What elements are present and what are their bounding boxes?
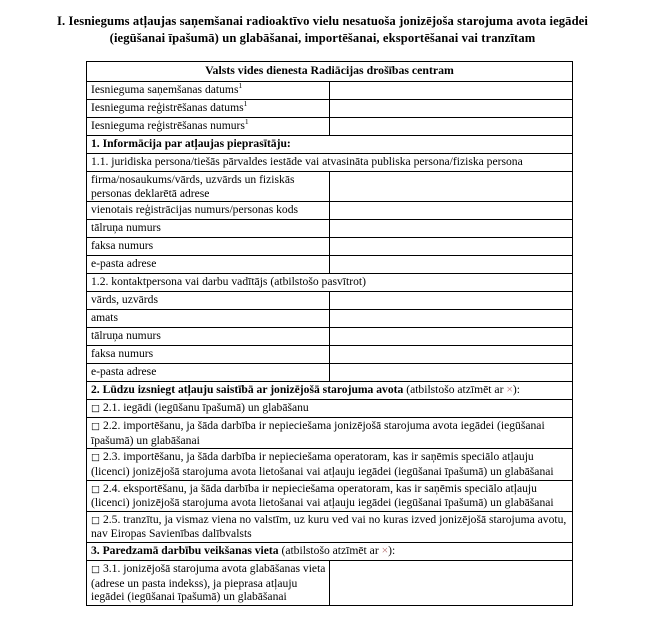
checkbox-option-2-1[interactable]: □ 2.1. iegādi (iegūšanu īpašumā) un glabāšanu [87,400,573,418]
subsection-1-2: 1.2. kontaktpersona vai darbu vadītājs (atbilstošo pasvītrot) [87,274,573,292]
table-row [87,202,573,220]
row-input-cell[interactable] [330,238,573,256]
row-label: vārds, uzvārds [87,292,330,310]
row-input-cell[interactable] [330,560,573,605]
table-row [87,400,573,418]
table-row [87,256,573,274]
table-row [87,418,573,449]
checkbox-icon[interactable]: □ [91,563,100,575]
row-input-cell[interactable] [330,220,573,238]
section-heading-1: 1. Informācija par atļaujas pieprasītāju: [87,136,573,154]
table-row [87,382,573,400]
table-row [87,220,573,238]
footnote-marker: 1 [244,117,249,127]
checkbox-option-2-3[interactable]: □ 2.3. importēšanu, ja šāda darbība ir nepieciešama operatoram, kas ir saņēmis speciālo atļauju (licenci) jonizējošā starojuma avota lietošanai vai atļauju iegādei (iegūšanai īpašumā) un glabāšanai [87,449,573,480]
row-label: Iesnieguma reģistrēšanas datums$^1$ [87,100,330,118]
table-row [87,172,573,202]
checkbox-option-3-1[interactable]: □ 3.1. jonizējošā starojuma avota glabāšanas vieta (adrese un pasta indekss), ja pieprasa atļauju iegādei (iegūšanai īpašumā) un glabāšanai [87,560,330,605]
table-row [87,292,573,310]
row-input-cell[interactable] [330,292,573,310]
checkbox-icon[interactable]: □ [91,483,100,495]
checkbox-icon[interactable]: □ [91,514,100,526]
table-row [87,118,573,136]
table-row [87,449,573,480]
row-label: tālruņa numurs [87,328,330,346]
form-table-body [87,62,573,606]
table-row [87,511,573,542]
checkbox-icon[interactable]: □ [91,421,100,433]
row-label: firma/nosaukums/vārds, uzvārds un fiziskās personas deklarētā adrese [87,172,330,202]
table-row [87,560,573,605]
section-heading-2: 2. Lūdzu izsniegt atļauju saistībā ar jonizējošā starojuma avota (atbilstošo atzīmēt ar ×): [87,382,573,400]
row-input-cell[interactable] [330,82,573,100]
table-row [87,364,573,382]
row-label: e-pasta adrese [87,256,330,274]
row-input-cell[interactable] [330,346,573,364]
row-input-cell[interactable] [330,202,573,220]
x-mark-icon: × [506,383,513,397]
form-header-cell: Valsts vides dienesta Radiācijas drošības centram [87,62,573,82]
table-row [87,100,573,118]
document-page [0,13,645,640]
row-label: e-pasta adrese [87,364,330,382]
table-row [87,542,573,560]
checkbox-icon[interactable]: □ [91,403,100,415]
row-input-cell[interactable] [330,100,573,118]
x-mark-icon: × [381,543,389,557]
table-row [87,136,573,154]
checkbox-icon[interactable]: □ [91,452,100,464]
checkbox-option-2-4[interactable]: □ 2.4. eksportēšanu, ja šāda darbība ir nepieciešama operatoram, kas ir saņēmis speciālo atļauju (licenci) jonizējošā starojuma avota lietošanai vai atļauju iegādei (iegūšanai īpašumā) un glabāšanai [87,480,573,511]
checkbox-option-2-5[interactable]: □ 2.5. tranzītu, ja vismaz viena no valstīm, uz kuru ved vai no kuras izved jonizējošā starojuma avotu, nav Eiropas Savienības dalībvalsts [87,511,573,542]
row-input-cell[interactable] [330,118,573,136]
table-row [87,328,573,346]
page-title: I. Iesniegums atļaujas saņemšanai radioaktīvo vielu nesatuoša jonizējoša starojuma avota iegādei (iegūšanai īpašumā) un glabāšanai, importēšanai, eksportēšanai vai tranzītam [57,14,588,45]
table-row [87,238,573,256]
table-row [87,274,573,292]
checkbox-option-2-2[interactable]: □ 2.2. importēšanu, ja šāda darbība ir nepieciešama jonizējošā starojuma avota iegādei (iegūšanai īpašumā) un glabāšanai [87,418,573,449]
table-row [87,310,573,328]
table-row [87,480,573,511]
section-heading-3: 3. Paredzamā darbību veikšanas vieta (atbilstošo atzīmēt ar ×): [87,542,573,560]
row-input-cell[interactable] [330,364,573,382]
row-input-cell[interactable] [330,328,573,346]
row-label: Iesnieguma reģistrēšanas numurs$^1$ [87,118,330,136]
subsection-1-1: 1.1. juridiska persona/tiešās pārvaldes iestāde vai atvasināta publiska persona/fiziska persona [87,154,573,172]
row-label: vienotais reģistrācijas numurs/personas kods [87,202,330,220]
table-row [87,346,573,364]
row-label: amats [87,310,330,328]
footnote-marker: 1 [238,81,243,91]
table-row [87,82,573,100]
table-row [87,62,573,82]
row-label: tālruņa numurs [87,220,330,238]
table-row [87,154,573,172]
application-form-table [86,61,573,606]
row-input-cell[interactable] [330,172,573,202]
row-input-cell[interactable] [330,310,573,328]
row-input-cell[interactable] [330,256,573,274]
row-label: faksa numurs [87,238,330,256]
row-label: Iesnieguma saņemšanas datums$^1$ [87,82,330,100]
row-label: faksa numurs [87,346,330,364]
footnote-marker: 1 [243,99,248,109]
